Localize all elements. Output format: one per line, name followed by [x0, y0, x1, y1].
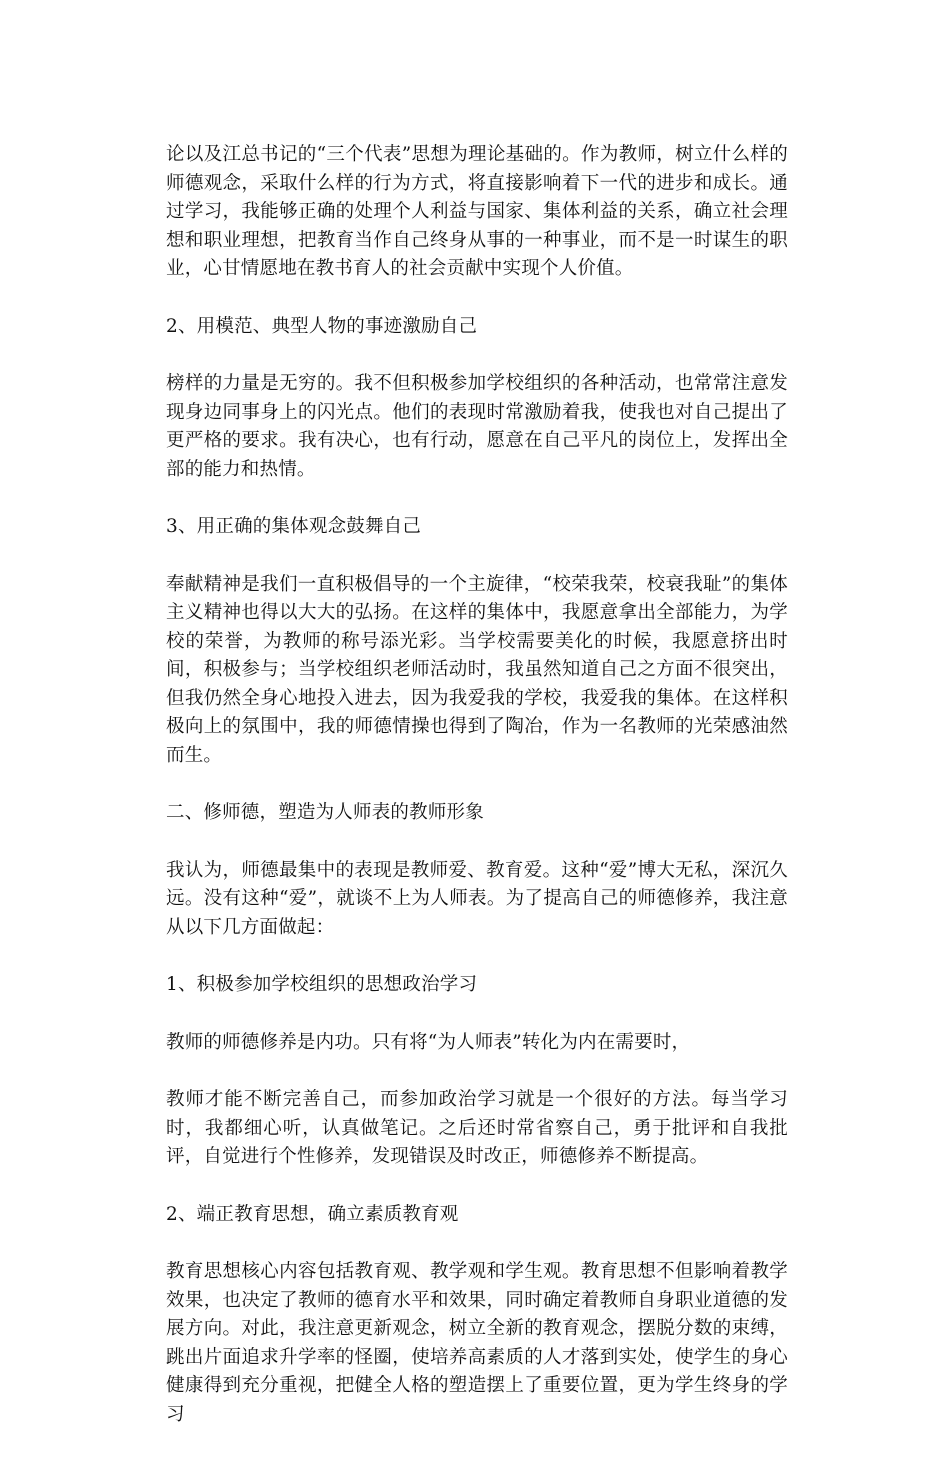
document-body	[166, 141, 788, 1458]
body-paragraph: 教师的师德修养是内功。只有将“为人师表”转化为内在需要时，	[166, 1031, 691, 1053]
section-heading: 2、端正教育思想，确立素质教育观	[166, 1203, 459, 1225]
section-heading: 3、用正确的集体观念鼓舞自己	[166, 516, 422, 537]
body-paragraph: 榜样的力量是无穷的。我不但积极参加学校组织的各种活动，也常常注意发现身边同事身上的闪光点。他们的表现时常激励着我，使我也对自己提出了更严格的要求。我有决心，也有行动，愿意在自己平凡的岗位上，发挥出全部的能力和热情。	[166, 373, 788, 480]
section-heading: 1、积极参加学校组织的思想政治学习	[166, 974, 478, 995]
chapter-heading: 二、修师德，塑造为人师表的教师形象	[166, 802, 484, 823]
body-paragraph: 奉献精神是我们一直积极倡导的一个主旋律，“校荣我荣，校衰我耻”的集体主义精神也得以大大的弘扬。在这样的集体中，我愿意拿出全部能力，为学校的荣誉，为教师的称号添光彩。当学校需要美化的时候，我愿意挤出时间，积极参与；当学校组织老师活动时，我虽然知道自己之方面不很突出，但我仍然全身心地投入进去，因为我爱我的学校，我爱我的集体。在这样积极向上的氛围中，我的师德情操也得到了陶冶，作为一名教师的光荣感油然而生。	[166, 573, 788, 766]
body-paragraph: 论以及江总书记的“三个代表”思想为理论基础的。作为教师，树立什么样的师德观念，采取什么样的行为方式，将直接影响着下一代的进步和成长。通过学习，我能够正确的处理个人利益与国家、集体利益的关系，确立社会理想和职业理想，把教育当作自己终身从事的一种事业，而不是一时谋生的职业，心甘情愿地在教书育人的社会贡献中实现个人价值。	[166, 144, 788, 279]
body-paragraph: 教育思想核心内容包括教育观、教学观和学生观。教育思想不但影响着教学效果，也决定了教师的德育水平和效果，同时确定着教师自身职业道德的发展方向。对此，我注意更新观念，树立全新的教育观念，摆脱分数的束缚，跳出片面追求升学率的怪圈，使培养高素质的人才落到实处，使学生的身心健康得到充分重视，把健全人格的塑造摆上了重要位置，更为学生终身的学习	[166, 1261, 788, 1425]
body-paragraph: 教师才能不断完善自己，而参加政治学习就是一个很好的方法。每当学习时，我都细心听，认真做笔记。之后还时常省察自己，勇于批评和自我批评，自觉进行个性修养，发现错误及时改正，师德修养不断提高。	[166, 1089, 788, 1167]
body-paragraph: 我认为，师德最集中的表现是教师爱、教育爱。这种“爱”博大无私，深沉久远。没有这种“爱”，就谈不上为人师表。为了提高自己的师德修养，我注意从以下几方面做起：	[166, 859, 788, 938]
section-heading: 2、用模范、典型人物的事迹激励自己	[166, 315, 478, 337]
